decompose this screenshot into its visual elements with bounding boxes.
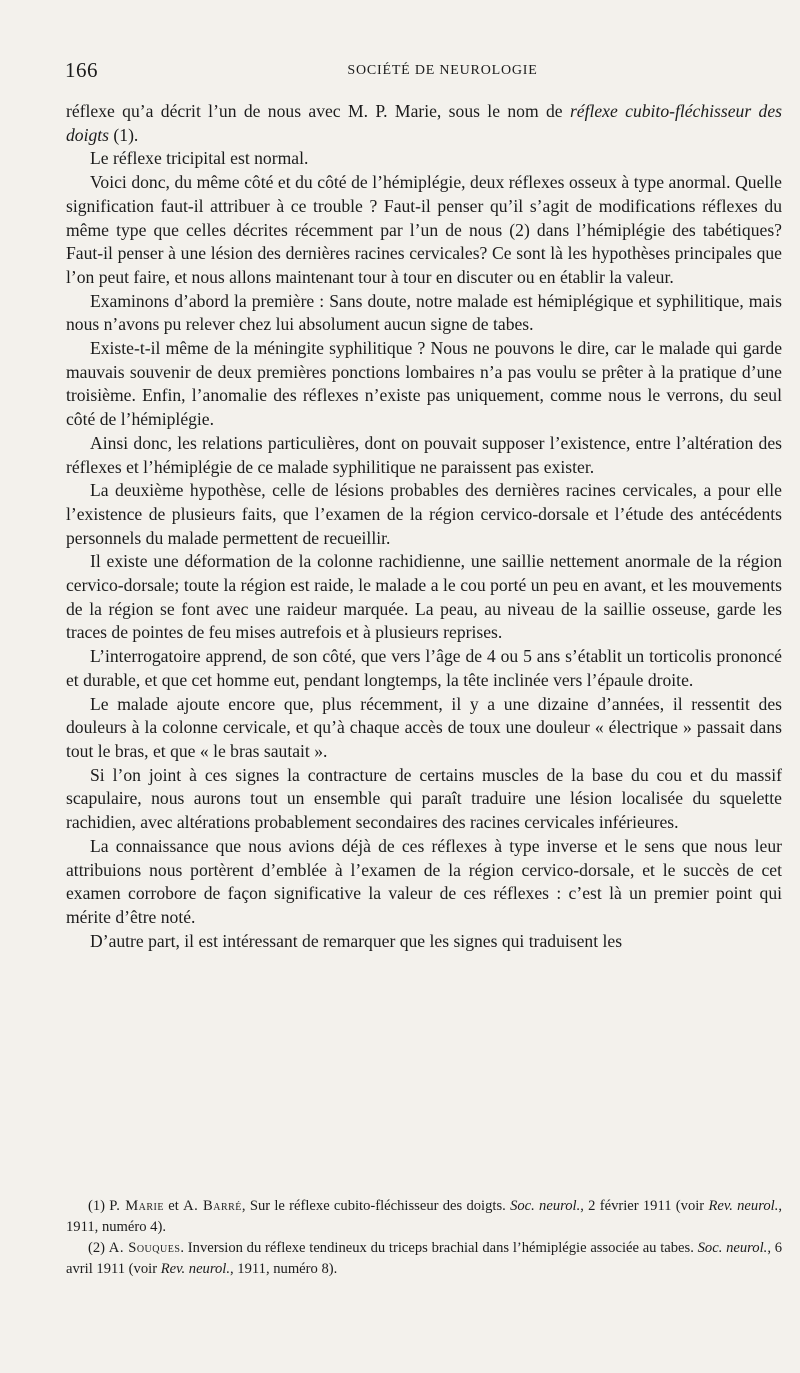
text-run: et <box>164 1198 184 1214</box>
journal: Soc. neurol. <box>510 1198 581 1214</box>
paragraph: L’interrogatoire apprend, de son côté, que vers l’âge de 4 ou 5 ans s’établit un torticolis prononcé et durable, et que cet homme eut, pendant longtemps, la tête inclinée vers l’épaule droite. <box>66 646 782 690</box>
author: A. Barré <box>183 1198 242 1214</box>
page-number: 166 <box>65 58 98 82</box>
running-head: SOCIÉTÉ DE NEUROLOGIE <box>347 63 538 78</box>
paragraph: Le réflexe tricipital est normal. <box>90 148 309 169</box>
text-run: , 2 février 1911 (voir <box>580 1198 709 1214</box>
body-text <box>66 100 782 953</box>
footnotes <box>66 1196 782 1280</box>
journal: Rev. neurol. <box>708 1198 779 1214</box>
paragraph: Si l’on joint à ces signes la contracture de certains muscles de la base du cou et du massif scapulaire, nous aurons tout un ensemble qui paraît traduire une lésion localisée du squelette rachidien, avec altérations probablement secondaires des racines cervicales inférieures. <box>66 764 782 833</box>
author: P. Marie <box>109 1198 164 1214</box>
text-run: , 6 avril 1911 (voir <box>66 1240 783 1277</box>
paragraph <box>66 100 782 147</box>
text-run: , 1911, numéro 8). <box>230 1261 338 1277</box>
text-run: (1) <box>88 1198 110 1214</box>
paragraph: Existe-t-il même de la méningite syphilitique ? Nous ne pouvons le dire, car le malade qui garde mauvais souvenir de deux premières ponctions lombaires n’a pas voulu se prêter à la pratique d’une troisième. Enfin, l’anomalie des réflexes n’existe pas uniquement, comme nous le verrons, du seul côté de l’hémiplégie. <box>66 338 782 430</box>
paragraph: La deuxième hypothèse, celle de lésions probables des dernières racines cervicales, a pour elle l’existence de plusieurs faits, que l’examen de la région cervico-dorsale et l’étude des antécédents personnels du malade permettent de recueillir. <box>66 480 782 548</box>
text-run: . Inversion du réflexe tendineux du triceps brachial dans l’hémiplégie associée au tabes. <box>180 1240 698 1256</box>
footnote-2 <box>66 1238 782 1280</box>
footnote-1 <box>66 1196 782 1238</box>
italic-term: réflexe cubito-fléchisseur des doigts <box>66 101 782 145</box>
author: A. Souques <box>108 1240 181 1256</box>
paragraph: Le malade ajoute encore que, plus récemment, il y a une dizaine d’années, il ressentit des douleurs à la colonne cervicale, et qu’à chaque accès de toux une douleur « électrique » passait dans tout le bras, et que « le bras sautait ». <box>66 693 782 761</box>
text-run: , 1911, numéro 4). <box>66 1198 782 1235</box>
paragraph: Il existe une déformation de la colonne rachidienne, une saillie nettement anormale de la région cervico-dorsale; toute la région est raide, le malade a le cou porté un peu en avant, et les mouvements de la région se font avec une raideur marquée. La peau, au niveau de la saillie osseuse, garde les traces de pointes de feu mises autrefois et à plusieurs reprises. <box>66 551 782 643</box>
text-run: (2) <box>88 1240 109 1256</box>
paragraph: Examinons d’abord la première : Sans doute, notre malade est hémiplégique et syphilitique, mais nous n’avons pu relever chez lui absolument aucun signe de tabes. <box>66 290 782 335</box>
page-header <box>65 58 760 88</box>
paragraph: La connaissance que nous avions déjà de ces réflexes à type inverse et le sens que nous leur attribuions nous portèrent d’emblée à l’examen de la région cervico-dorsale, et le succès de cet examen corrobore de façon significative la valeur de ces réflexes : c’est là un premier point qui mérite d’être noté. <box>66 835 782 927</box>
footnote-ref: (1). <box>109 124 139 145</box>
journal: Soc. neurol. <box>697 1240 768 1256</box>
text-run: réflexe qu’a décrit l’un de nous avec M. P. Marie, sous le nom de <box>66 101 570 121</box>
text-run: , Sur le réflexe cubito-fléchisseur des doigts. <box>241 1198 511 1214</box>
paragraph: D’autre part, il est intéressant de remarquer que les signes qui traduisent les <box>90 930 623 951</box>
journal: Rev. neurol. <box>160 1261 230 1277</box>
paragraph: Ainsi donc, les relations particulières, dont on pouvait supposer l’existence, entre l’altération des réflexes et l’hémiplégie de ce malade syphilitique ne paraissent pas exister. <box>66 432 782 477</box>
paragraph: Voici donc, du même côté et du côté de l’hémiplégie, deux réflexes osseux à type anormal. Quelle signification faut-il attribuer à ce trouble ? Faut-il penser qu’il s’agit de modifications réflexes du même type que celles décrites récemment par l’un de nous (2) dans l’hémiplégie des tabétiques? Faut-il penser à une lésion des dernières racines cervicales? Ce sont là les hypothèses principales que l’on peut faire, et nous allons maintenant tour à tour en discuter ou en établir la valeur. <box>66 172 782 287</box>
